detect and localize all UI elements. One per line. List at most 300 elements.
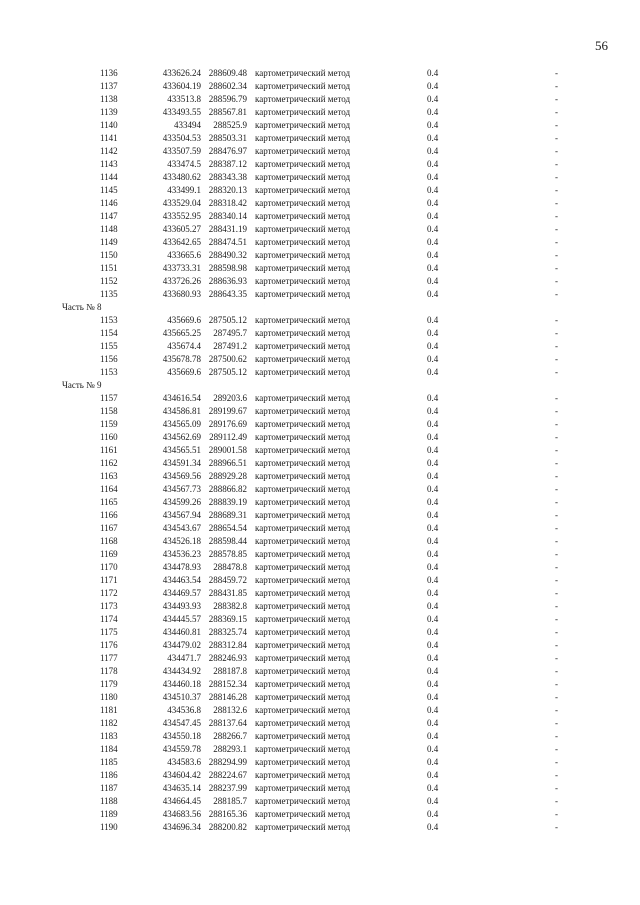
point-number: 1157 [100,393,118,403]
note-dash: - [555,107,558,117]
table-row [0,275,640,288]
table-row [0,704,640,717]
note-dash: - [555,731,558,741]
y-coordinate: 288237.99 [208,783,247,793]
accuracy-value: 0.4 [427,393,439,403]
table-row [0,288,640,301]
accuracy-value: 0.4 [427,198,439,208]
x-coordinate: 433513.8 [167,94,201,104]
y-coordinate: 288636.93 [208,276,247,286]
note-dash: - [555,185,558,195]
accuracy-value: 0.4 [427,666,439,676]
method-text: картометрический метод [255,666,351,676]
point-number: 1172 [100,588,118,598]
x-coordinate: 434460.18 [162,679,201,689]
method-text: картометрический метод [255,549,351,559]
accuracy-value: 0.4 [427,263,439,273]
y-coordinate: 288598.44 [208,536,247,546]
accuracy-value: 0.4 [427,107,439,117]
note-dash: - [555,81,558,91]
point-number: 1136 [100,68,118,78]
table-row [0,223,640,236]
x-coordinate: 434565.09 [162,419,201,429]
accuracy-value: 0.4 [427,705,439,715]
table-row [0,717,640,730]
note-dash: - [555,341,558,351]
note-dash: - [555,315,558,325]
y-coordinate: 288132.6 [213,705,247,715]
point-number: 1150 [100,250,118,260]
note-dash: - [555,419,558,429]
note-dash: - [555,276,558,286]
point-number: 1170 [100,562,118,572]
accuracy-value: 0.4 [427,783,439,793]
x-coordinate: 434567.73 [162,484,201,494]
y-coordinate: 288478.8 [213,562,247,572]
method-text: картометрический метод [255,315,351,325]
point-number: 1185 [100,757,118,767]
method-text: картометрический метод [255,224,351,234]
method-text: картометрический метод [255,757,351,767]
point-number: 1179 [100,679,118,689]
point-number: 1188 [100,796,118,806]
y-coordinate: 288343.38 [208,172,247,182]
y-coordinate: 289001.58 [208,445,247,455]
accuracy-value: 0.4 [427,809,439,819]
x-coordinate: 434445.57 [162,614,201,624]
note-dash: - [555,562,558,572]
y-coordinate: 288165.36 [208,809,247,819]
accuracy-value: 0.4 [427,159,439,169]
table-row [0,93,640,106]
y-coordinate: 287491.2 [213,341,247,351]
note-dash: - [555,94,558,104]
point-number: 1155 [100,341,118,351]
x-coordinate: 434569.56 [162,471,201,481]
point-number: 1187 [100,783,118,793]
x-coordinate: 433529.04 [162,198,201,208]
accuracy-value: 0.4 [427,146,439,156]
table-row [0,184,640,197]
note-dash: - [555,406,558,416]
accuracy-value: 0.4 [427,822,439,832]
table-row [0,210,640,223]
accuracy-value: 0.4 [427,419,439,429]
accuracy-value: 0.4 [427,640,439,650]
x-coordinate: 434583.6 [167,757,201,767]
x-coordinate: 434478.93 [162,562,201,572]
note-dash: - [555,198,558,208]
note-dash: - [555,614,558,624]
x-coordinate: 434696.34 [162,822,201,832]
method-text: картометрический метод [255,484,351,494]
point-number: 1146 [100,198,118,208]
note-dash: - [555,146,558,156]
accuracy-value: 0.4 [427,718,439,728]
method-text: картометрический метод [255,471,351,481]
accuracy-value: 0.4 [427,549,439,559]
table-row [0,782,640,795]
accuracy-value: 0.4 [427,172,439,182]
method-text: картометрический метод [255,432,351,442]
point-number: 1156 [100,354,118,364]
method-text: картометрический метод [255,692,351,702]
note-dash: - [555,757,558,767]
method-text: картометрический метод [255,211,351,221]
coordinates-table [0,67,640,834]
x-coordinate: 435678.78 [162,354,201,364]
accuracy-value: 0.4 [427,484,439,494]
point-number: 1184 [100,744,118,754]
point-number: 1169 [100,549,118,559]
method-text: картометрический метод [255,575,351,585]
table-row [0,626,640,639]
y-coordinate: 288689.31 [208,510,247,520]
y-coordinate: 288320.13 [208,185,247,195]
method-text: картометрический метод [255,393,351,403]
method-text: картометрический метод [255,523,351,533]
x-coordinate: 435669.6 [167,367,201,377]
method-text: картометрический метод [255,770,351,780]
x-coordinate: 434567.94 [162,510,201,520]
x-coordinate: 434543.67 [162,523,201,533]
note-dash: - [555,679,558,689]
point-number: 1183 [100,731,118,741]
point-number: 1143 [100,159,118,169]
table-row [0,548,640,561]
note-dash: - [555,445,558,455]
note-dash: - [555,575,558,585]
point-number: 1151 [100,263,118,273]
accuracy-value: 0.4 [427,731,439,741]
point-number: 1164 [100,484,118,494]
note-dash: - [555,705,558,715]
accuracy-value: 0.4 [427,250,439,260]
x-coordinate: 434463.54 [162,575,201,585]
y-coordinate: 288578.85 [208,549,247,559]
method-text: картометрический метод [255,562,351,572]
point-number: 1171 [100,575,118,585]
table-row [0,756,640,769]
point-number: 1153 [100,367,118,377]
point-number: 1149 [100,237,118,247]
table-row [0,314,640,327]
x-coordinate: 433552.95 [162,211,201,221]
page-number: 56 [595,38,608,53]
table-row [0,340,640,353]
note-dash: - [555,666,558,676]
y-coordinate: 288246.93 [208,653,247,663]
x-coordinate: 434565.51 [162,445,201,455]
accuracy-value: 0.4 [427,315,439,325]
y-coordinate: 288866.82 [208,484,247,494]
point-number: 1154 [100,328,118,338]
x-coordinate: 434664.45 [162,796,201,806]
accuracy-value: 0.4 [427,289,439,299]
y-coordinate: 288294.99 [208,757,247,767]
method-text: картометрический метод [255,679,351,689]
table-row [0,613,640,626]
method-text: картометрический метод [255,601,351,611]
x-coordinate: 434604.42 [162,770,201,780]
point-number: 1148 [100,224,118,234]
point-number: 1167 [100,523,118,533]
method-text: картометрический метод [255,367,351,377]
table-row [0,665,640,678]
table-row [0,197,640,210]
point-number: 1139 [100,107,118,117]
point-number: 1159 [100,419,118,429]
x-coordinate: 433733.31 [162,263,201,273]
accuracy-value: 0.4 [427,588,439,598]
accuracy-value: 0.4 [427,523,439,533]
accuracy-value: 0.4 [427,237,439,247]
y-coordinate: 288525.9 [213,120,247,130]
method-text: картометрический метод [255,627,351,637]
x-coordinate: 434471.7 [167,653,201,663]
point-number: 1147 [100,211,118,221]
note-dash: - [555,263,558,273]
accuracy-value: 0.4 [427,614,439,624]
note-dash: - [555,471,558,481]
x-coordinate: 434616.54 [162,393,201,403]
note-dash: - [555,549,558,559]
y-coordinate: 288459.72 [208,575,247,585]
method-text: картометрический метод [255,107,351,117]
note-dash: - [555,432,558,442]
accuracy-value: 0.4 [427,458,439,468]
method-text: картометрический метод [255,289,351,299]
accuracy-value: 0.4 [427,562,439,572]
y-coordinate: 289112.49 [209,432,247,442]
method-text: картометрический метод [255,354,351,364]
x-coordinate: 433604.19 [162,81,201,91]
x-coordinate: 434559.78 [162,744,201,754]
y-coordinate: 288382.8 [213,601,247,611]
note-dash: - [555,172,558,182]
point-number: 1145 [100,185,118,195]
accuracy-value: 0.4 [427,120,439,130]
x-coordinate: 435669.6 [167,315,201,325]
accuracy-value: 0.4 [427,744,439,754]
x-coordinate: 434599.26 [162,497,201,507]
table-row [0,457,640,470]
y-coordinate: 288318.42 [208,198,247,208]
accuracy-value: 0.4 [427,627,439,637]
table-row [0,574,640,587]
note-dash: - [555,588,558,598]
note-dash: - [555,458,558,468]
accuracy-value: 0.4 [427,94,439,104]
point-number: 1181 [100,705,118,715]
point-number: 1190 [100,822,118,832]
table-row [0,678,640,691]
table-row [0,691,640,704]
y-coordinate: 288369.15 [208,614,247,624]
accuracy-value: 0.4 [427,185,439,195]
table-row [0,821,640,834]
method-text: картометрический метод [255,159,351,169]
point-number: 1141 [100,133,118,143]
note-dash: - [555,224,558,234]
table-row [0,132,640,145]
x-coordinate: 434635.14 [162,783,201,793]
y-coordinate: 288387.12 [208,159,247,169]
method-text: картометрический метод [255,263,351,273]
table-row [0,418,640,431]
y-coordinate: 288503.31 [208,133,247,143]
point-number: 1160 [100,432,118,442]
note-dash: - [555,627,558,637]
accuracy-value: 0.4 [427,328,439,338]
x-coordinate: 433504.53 [162,133,201,143]
note-dash: - [555,796,558,806]
point-number: 1158 [100,406,118,416]
table-row [0,522,640,535]
y-coordinate: 288187.8 [213,666,247,676]
x-coordinate: 434550.18 [162,731,201,741]
y-coordinate: 288224.67 [208,770,247,780]
table-row [0,405,640,418]
method-text: картометрический метод [255,276,351,286]
accuracy-value: 0.4 [427,471,439,481]
x-coordinate: 434479.02 [162,640,201,650]
x-coordinate: 433726.26 [162,276,201,286]
method-text: картометрический метод [255,237,351,247]
x-coordinate: 434562.69 [162,432,201,442]
y-coordinate: 287505.12 [208,315,247,325]
y-coordinate: 288431.19 [208,224,247,234]
method-text: картометрический метод [255,497,351,507]
table-row [0,730,640,743]
y-coordinate: 288476.97 [208,146,247,156]
method-text: картометрический метод [255,614,351,624]
accuracy-value: 0.4 [427,276,439,286]
x-coordinate: 433665.6 [167,250,201,260]
point-number: 1162 [100,458,118,468]
y-coordinate: 288602.34 [208,81,247,91]
point-number: 1161 [100,445,118,455]
y-coordinate: 289176.69 [208,419,247,429]
accuracy-value: 0.4 [427,211,439,221]
x-coordinate: 434547.45 [162,718,201,728]
x-coordinate: 433507.59 [162,146,201,156]
y-coordinate: 288431.85 [208,588,247,598]
table-row [0,119,640,132]
table-row [0,327,640,340]
note-dash: - [555,536,558,546]
y-coordinate: 288312.84 [208,640,247,650]
section-heading [0,379,640,392]
note-dash: - [555,653,558,663]
y-coordinate: 287495.7 [213,328,247,338]
point-number: 1174 [100,614,118,624]
point-number: 1165 [100,497,118,507]
method-text: картометрический метод [255,185,351,195]
y-coordinate: 288839.19 [208,497,247,507]
accuracy-value: 0.4 [427,341,439,351]
method-text: картометрический метод [255,81,351,91]
table-row [0,249,640,262]
x-coordinate: 434493.93 [162,601,201,611]
point-number: 1176 [100,640,118,650]
accuracy-value: 0.4 [427,406,439,416]
method-text: картометрический метод [255,744,351,754]
table-row [0,67,640,80]
y-coordinate: 288490.32 [208,250,247,260]
y-coordinate: 288966.51 [208,458,247,468]
accuracy-value: 0.4 [427,536,439,546]
accuracy-value: 0.4 [427,224,439,234]
table-row [0,171,640,184]
point-number: 1153 [100,315,118,325]
note-dash: - [555,510,558,520]
point-number: 1186 [100,770,118,780]
x-coordinate: 433499.1 [167,185,201,195]
note-dash: - [555,770,558,780]
table-row [0,652,640,665]
accuracy-value: 0.4 [427,679,439,689]
table-row [0,561,640,574]
method-text: картометрический метод [255,94,351,104]
table-row [0,366,640,379]
method-text: картометрический метод [255,536,351,546]
point-number: 1163 [100,471,118,481]
accuracy-value: 0.4 [427,432,439,442]
accuracy-value: 0.4 [427,510,439,520]
x-coordinate: 433494 [174,120,201,130]
note-dash: - [555,367,558,377]
note-dash: - [555,159,558,169]
note-dash: - [555,692,558,702]
y-coordinate: 288643.35 [208,289,247,299]
method-text: картометрический метод [255,68,351,78]
table-row [0,769,640,782]
method-text: картометрический метод [255,341,351,351]
note-dash: - [555,497,558,507]
table-row [0,808,640,821]
note-dash: - [555,601,558,611]
x-coordinate: 434591.34 [162,458,201,468]
x-coordinate: 433626.24 [162,68,201,78]
x-coordinate: 433680.93 [162,289,201,299]
note-dash: - [555,133,558,143]
note-dash: - [555,523,558,533]
note-dash: - [555,718,558,728]
method-text: картометрический метод [255,406,351,416]
note-dash: - [555,328,558,338]
table-row [0,353,640,366]
x-coordinate: 433605.27 [162,224,201,234]
note-dash: - [555,744,558,754]
table-row [0,262,640,275]
table-row [0,509,640,522]
y-coordinate: 288596.79 [208,94,247,104]
method-text: картометрический метод [255,172,351,182]
table-row [0,795,640,808]
accuracy-value: 0.4 [427,692,439,702]
table-row [0,392,640,405]
point-number: 1178 [100,666,118,676]
y-coordinate: 288146.28 [208,692,247,702]
note-dash: - [555,354,558,364]
point-number: 1175 [100,627,118,637]
point-number: 1137 [100,81,118,91]
table-row [0,444,640,457]
point-number: 1182 [100,718,118,728]
accuracy-value: 0.4 [427,68,439,78]
accuracy-value: 0.4 [427,757,439,767]
